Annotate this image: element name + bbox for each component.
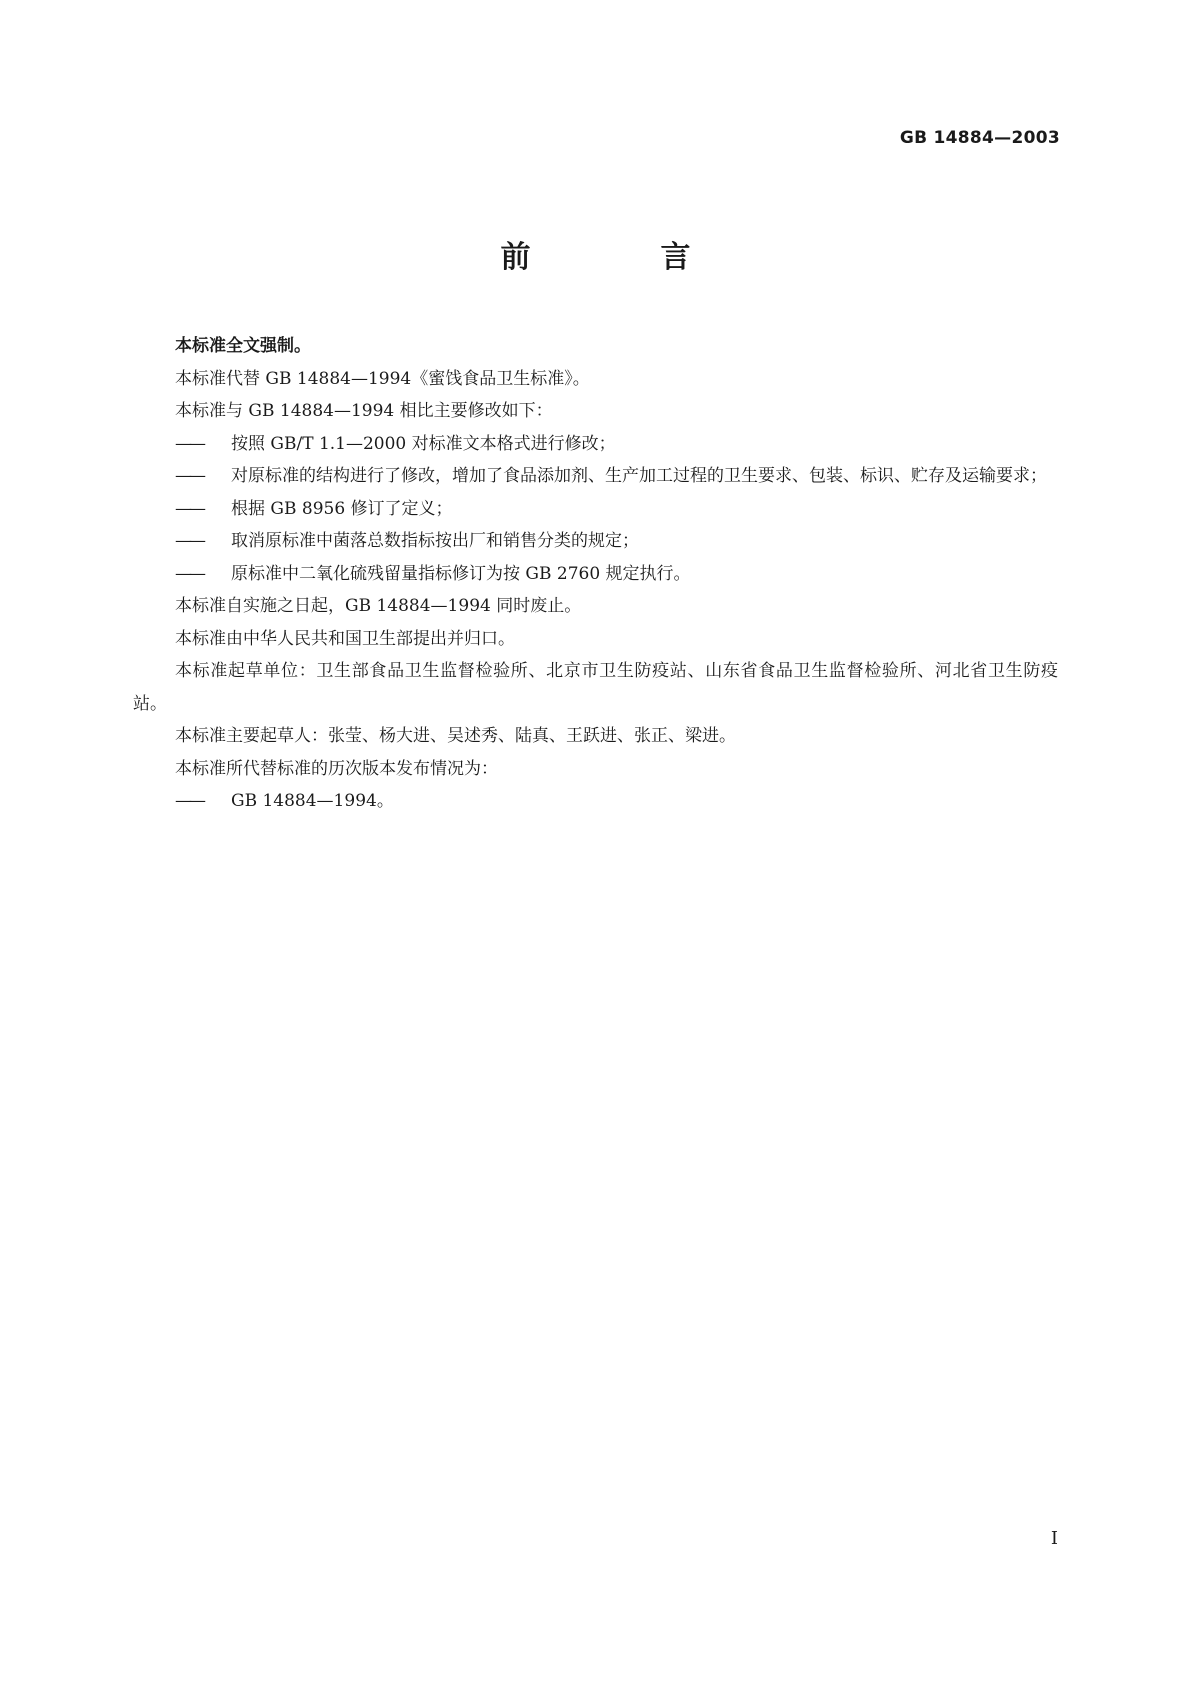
dash-marker: —— <box>175 563 203 584</box>
foreword-body <box>133 330 1058 818</box>
dash-marker: —— <box>175 466 203 486</box>
change-text: 按照 GB/T 1.1—2000 对标准文本格式进行修改； <box>231 433 616 454</box>
abolition-statement: 本标准自实施之日起，GB 14884—1994 同时废止。 <box>175 596 582 616</box>
mandatory-statement: 本标准全文强制。 <box>175 336 311 356</box>
dash-marker: —— <box>175 433 203 454</box>
drafting-units: 本标准起草单位：卫生部食品卫生监督检验所、北京市卫生防疫站、山东省食品卫生监督检验所、河北省卫生防疫站。 <box>133 661 1058 714</box>
change-text: 对原标准的结构进行了修改，增加了食品添加剂、生产加工过程的卫生要求、包装、标识、贮存及运输要求； <box>231 466 1047 486</box>
drafters: 本标准主要起草人：张莹、杨大进、吴述秀、陆真、王跃进、张正、梁进。 <box>175 726 736 746</box>
changes-intro: 本标准与 GB 14884—1994 相比主要修改如下： <box>175 401 553 421</box>
history-text: GB 14884—1994。 <box>231 791 394 811</box>
change-item <box>133 428 1058 461</box>
change-item <box>133 558 1058 591</box>
history-intro: 本标准所代替标准的历次版本发布情况为： <box>175 758 498 779</box>
standard-code: GB 14884—2003 <box>899 128 1060 148</box>
change-text: 原标准中二氧化硫残留量指标修订为按 GB 2760 规定执行。 <box>231 563 691 584</box>
history-item <box>133 785 1058 818</box>
replacement-statement: 本标准代替 GB 14884—1994《蜜饯食品卫生标准》。 <box>175 368 590 389</box>
dash-marker: —— <box>175 498 203 519</box>
dash-marker: —— <box>175 531 203 551</box>
dash-marker: —— <box>175 791 203 811</box>
change-item <box>133 460 1058 493</box>
page-number: I <box>1050 1528 1058 1549</box>
change-text: 根据 GB 8956 修订了定义； <box>231 498 453 519</box>
change-item <box>133 525 1058 558</box>
proposer-statement: 本标准由中华人民共和国卫生部提出并归口。 <box>175 628 515 649</box>
change-text: 取消原标准中菌落总数指标按出厂和销售分类的规定； <box>231 531 639 551</box>
change-item <box>133 493 1058 526</box>
page-title: 前 言 <box>500 240 741 275</box>
